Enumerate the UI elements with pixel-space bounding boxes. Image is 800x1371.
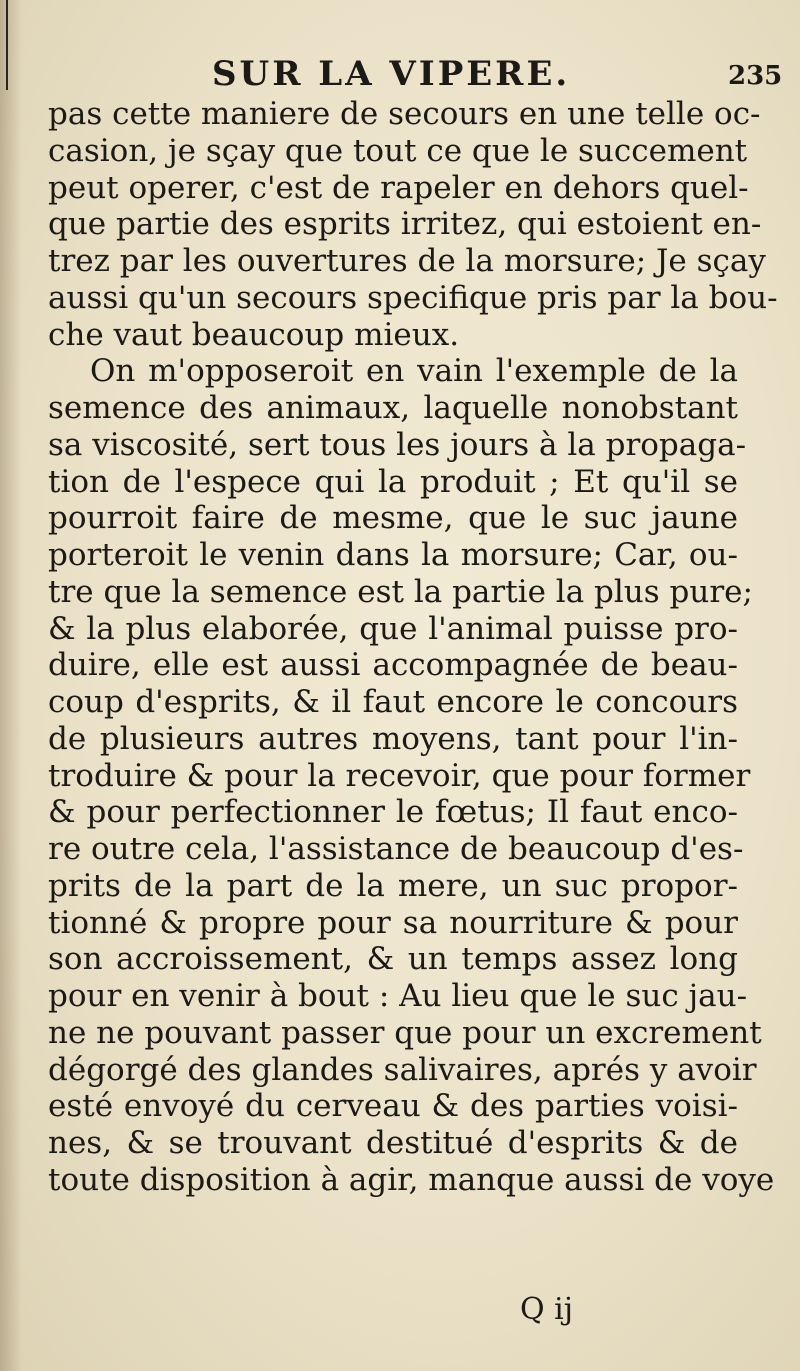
text-line: nes, & se trouvant destitué d'esprits & de — [48, 1125, 738, 1161]
text-line: re outre cela, l'assistance de beaucoup d'es- — [48, 831, 744, 867]
text-line: aussi qu'un secours specifique pris par la bou- — [48, 279, 778, 316]
paragraph-1 — [48, 96, 778, 353]
text-line: tionné & propre pour sa nourriture & pour — [48, 904, 738, 941]
text-line: peut operer, c'est de rapeler en dehors quel- — [48, 169, 749, 206]
page-number: 235 — [728, 61, 783, 91]
text-line: pour en venir à bout : Au lieu que le suc jau- — [48, 978, 748, 1014]
text-line: esté envoyé du cerveau & des parties voisi- — [48, 1088, 738, 1125]
text-line: On m'opposeroit en vain l'exemple de la — [90, 353, 738, 390]
text-line: dégorgé des glandes salivaires, aprés y avoir — [48, 1051, 757, 1088]
text-line: che vaut beaucoup mieux. — [48, 316, 460, 353]
text-line: de plusieurs autres moyens, tant pour l'in- — [48, 720, 738, 757]
text-line: & pour perfectionner le fœtus; Il faut enco- — [48, 794, 738, 831]
text-line: troduire & pour la recevoir, que pour former — [48, 757, 751, 794]
text-line: ne ne pouvant passer que pour un excrement — [48, 1014, 762, 1051]
text-line: duire, elle est aussi accompagnée de beau- — [48, 647, 738, 684]
text-line: tre que la semence est la partie la plus pure; — [48, 573, 753, 610]
text-line: trez par les ouvertures de la morsure; Je sçay — [48, 243, 766, 279]
text-line: pourroit faire de mesme, que le suc jaune — [48, 500, 738, 537]
running-head — [0, 52, 800, 96]
text-line: son accroissement, & un temps assez long — [48, 941, 738, 978]
gutter-shadow — [0, 0, 22, 1371]
text-line: prits de la part de la mere, un suc propor- — [48, 867, 738, 904]
text-line: sa viscosité, sert tous les jours à la propaga- — [48, 426, 747, 463]
text-line: porteroit le venin dans la morsure; Car, ou- — [48, 537, 738, 573]
paragraph-2 — [48, 353, 775, 1198]
text-line: & la plus elaborée, que l'animal puisse pro- — [48, 610, 738, 647]
text-line: toute disposition à agir, manque aussi de voye — [48, 1161, 775, 1198]
text-line: coup d'esprits, & il faut encore le concours — [48, 684, 738, 720]
text-line: tion de l'espece qui la produit ; Et qu'il se — [48, 463, 738, 500]
body-text — [48, 96, 778, 1199]
signature-mark: Q ij — [520, 1292, 574, 1327]
text-line: que partie des esprits irritez, qui estoient en- — [48, 206, 762, 243]
text-line: pas cette maniere de secours en une telle oc- — [48, 96, 761, 132]
text-line: casion, je sçay que tout ce que le succement — [48, 132, 748, 169]
text-line: semence des animaux, laquelle nonobstant — [48, 390, 738, 426]
running-title: SUR LA VIPERE. — [212, 54, 571, 94]
